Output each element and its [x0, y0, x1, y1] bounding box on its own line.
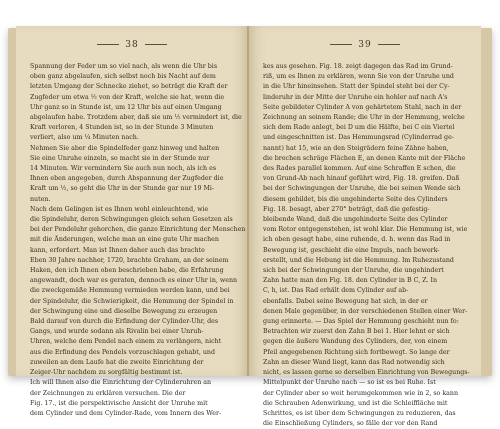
text-line: Schrittes, es ist über dem Schwingungen zu reduzieren, das — [263, 409, 456, 417]
text-line: Zugfeder um etwa ½ von der Kraft, welche sie hat, wenn die — [30, 93, 225, 101]
text-line: vom Rotor entgegenstehen, ist wohl klar. Die Hemmung ist, wie — [263, 226, 468, 234]
text-line: der Zeichnungen zu erklären versuchen. Die der — [30, 389, 186, 397]
text-line: Mittelpunkt der Unruhe nach — so ist es bei Ruhe. Ist — [263, 379, 436, 387]
text-line: Fig. 17., ist die perspektivische Ansicht der Unruhe mit — [30, 399, 208, 407]
text-line: die Einschließung Cylinders, so fälle der vor den Rand — [263, 420, 438, 428]
right-page — [249, 26, 481, 428]
text-line: zuweilen an dem Laufe hat die zweite Einrichtung der — [30, 358, 204, 366]
text-line: verliert, also um ¼ Minuten nach. — [30, 134, 139, 142]
text-line: gegen die äußere Wandung des Cylinders, der, von einem — [263, 338, 448, 346]
text-line: nannt) hat 15, wie an den Steigrädern feine Zähne haben, — [263, 144, 449, 152]
text-line: der Cylinder aber so weit herumgekommen wie in 2, so kann — [263, 389, 459, 397]
text-line: Seite gebildeter Cylinder A von gehärtetem Stahl, nach in der — [263, 103, 462, 111]
header-rule-left — [330, 44, 352, 45]
header-rule-right — [378, 44, 400, 45]
right-page-header — [249, 40, 481, 50]
header-rule-right — [145, 44, 167, 45]
text-line: Fig. 18. besagt, aber 270° beträgt, daß die gefestig- — [263, 205, 430, 213]
text-line: Uhr ganz so in Stunde ist, um 12 Uhr bis auf einen Umgang — [30, 103, 222, 111]
text-line: Bewegung ist, geschieht die eine Impuls, nach bewerk- — [263, 246, 440, 254]
text-line: riß, um es Ihnen zu erklären, wenn Sie von der Unruhe und — [263, 73, 454, 81]
text-line: Nach dem Gelingen ist es Ihnen wohl einleuchtend, wie — [30, 205, 209, 213]
text-line: kann, erfordert. Man ist Ihnen daher auch das brachte — [30, 246, 205, 254]
text-line: C, h, ist. Das Rad erhält dem Cylinder auf ab- — [263, 287, 409, 295]
text-line: linderuhr in der Mitte der Unruhe ein hohler auf nach A's — [263, 93, 448, 101]
text-line: von Grund-Ab nach hinauf geführt wird, Fig. 18. greifen. Daß — [263, 175, 460, 183]
text-line: Haken, den ich Ihnen oben beschrieben habe, die Erfahrung — [30, 267, 224, 275]
text-line: dem Cylinder und dem Cylinder-Rade, vom Innern des Wer- — [30, 409, 222, 417]
text-line: Zeiger-Uhr nachdem zu sorgfältig bestimmt ist. — [30, 369, 183, 377]
text-line: die Spindeluhr, deren Schwingungen gleich sehen Gesetzen als — [30, 216, 233, 224]
text-line: mit die Änderungen, welche man an eine gute Uhr machen — [30, 236, 219, 244]
text-line: erstellt, und die Hebung ist die Hemmung. Im Ruhezustand — [263, 256, 454, 264]
text-line: Nehmen Sie aber die Spindelfeder ganz hinweg und halten — [30, 144, 220, 152]
left-page — [16, 26, 249, 417]
right-page-number: 39 — [358, 40, 372, 50]
text-line: Kraft verloren, 4 Stunden ist, so in der Stunde 3 Minuten — [30, 124, 214, 132]
right-page-text — [263, 62, 470, 429]
text-line: Zahn an dieser Wand liegt, kann das Rad notwendig sich — [263, 358, 445, 366]
text-line: Spannung der Feder um so viel nach, als wenn die Uhr bis — [30, 63, 218, 70]
text-line: abgelaufen habe. Trotzdem aber, daß sie um ½ vermindert ist, die — [30, 114, 242, 122]
text-line: bei der Pendeluhr gehorchen, die ganze Einrichtung der Menschen — [30, 226, 246, 234]
left-page-number: 38 — [125, 40, 139, 50]
text-line: Ich will Ihnen also die Einrichtung der Cylinderuhren an — [30, 379, 212, 387]
text-line: aus die Erfindung des Pendels vorzuschlagen gehabt, und — [30, 348, 215, 356]
text-line: oben ganz abgelaufen, sich selbst noch bis Nacht auf dem — [30, 73, 216, 81]
text-line: Ihnen eben angegeben, durch Abspannung der Zugfeder die — [30, 175, 224, 183]
text-line: sich bei der Schwingungen der Unruhe, die ungehindert — [263, 267, 444, 275]
text-line: bleibende Wand, daß die ungehinderte Seite des Cylinder — [263, 216, 448, 224]
text-line: die brechen schräge Flächen E, an denen Kante mit der Fläche — [263, 154, 466, 162]
text-line: sich dem Rade anlegt, bei D um die Hälfte, bei C ein Viertel — [263, 124, 455, 132]
text-line: denen Male gegenüber, in der verschiedenen Stellen einer Wer- — [263, 307, 468, 315]
text-line: des Rades parallel kommen. Auf eine Schraffen E schen, die — [263, 165, 456, 173]
text-line: letzten Umgang der Schnecke ziehet, so beträgt die Kraft der — [30, 83, 228, 91]
text-line: Zahn hatte man den Fig. 18. den Cylinder in B C, Z. In — [263, 277, 438, 285]
text-line: angewandt, doch war es geraten, dennoch es einer Uhr in, wenn — [30, 277, 238, 285]
text-line: der Schwingung eine und dieselbe Bewegung zu erzeugen — [30, 307, 218, 315]
left-page-text — [30, 62, 246, 419]
text-line: gung erinnerte. — Das Spiel der Hemmung geschieht nun fo: — [263, 318, 459, 326]
text-line: ich oben gesagt habe, eine ruhende, d. h. wenn das Rad in — [263, 236, 451, 244]
text-line: Zeichnung an seinem Rande; die Uhr in der Hemmung, welche — [263, 114, 465, 122]
text-line: kes aus gesehen. Fig. 18. zeigt dagegen das Rad im Grund- — [263, 63, 453, 70]
text-line: Pfeil angegebenen Richtung sich fortbewegt. So lange der — [263, 348, 450, 356]
text-line: in die Uhr hineinsehen. Statt der Spindel steht bei der Cy- — [263, 83, 450, 91]
text-line: Kraft um ½, so geht die Uhr in der Stunde gar nur 19 Mi- — [30, 185, 215, 193]
text-line: 14 Minuten. Wir vermindern Sie auch nun noch, als ich es — [30, 165, 217, 173]
text-line: Gangs, und wurde sodann als Rivalin bei einer Unruh- — [30, 328, 204, 336]
text-line: ebenfalls. Dabei seine Bewegung hat sich, in der er — [263, 297, 428, 305]
text-line: der Spindeluhr, die Schwierigkeit, die Hemmung der Spindel in — [30, 297, 234, 305]
left-page-header — [16, 40, 248, 50]
text-line: Betrachten wir zuerst den Zahn B bei 1. Hier lehnt er sich — [263, 328, 450, 336]
header-rule-left — [97, 44, 119, 45]
text-line: Sie eine Unruhe einzeln, so macht sie in der Stunde nur — [30, 154, 210, 162]
text-line: Eben 30 Jahre nachher, 1720, brachte Graham, an der seinem — [30, 256, 229, 264]
text-line: diesem gebildet, bis die ungehinderte Seite des Cylinders — [263, 195, 448, 203]
text-line: und eingeschnitten ist. Das Hemmungsrad (Cylinderrad ge- — [263, 134, 454, 142]
text-line: nicht, es lassen gerne so derselben Einrichtung von Bewegungs- — [263, 369, 470, 377]
text-line: nuten. — [30, 195, 51, 203]
text-line: Bald darauf von durch die Erfindung der Cylinder-Uhr, des — [30, 318, 219, 326]
text-line: Uhren, welche dem Pendel nach einem zu verlängern, nicht — [30, 338, 222, 346]
text-line: bei der Schwingungen der Unruhe, die bei seinen Wende sich — [263, 185, 461, 193]
text-line: die Schrauben Adenwirkung, und ist die Schleiffläche mit — [263, 399, 448, 407]
text-line: die zweckgemäße Hemmung vermieden werden kann, und bei — [30, 287, 230, 295]
